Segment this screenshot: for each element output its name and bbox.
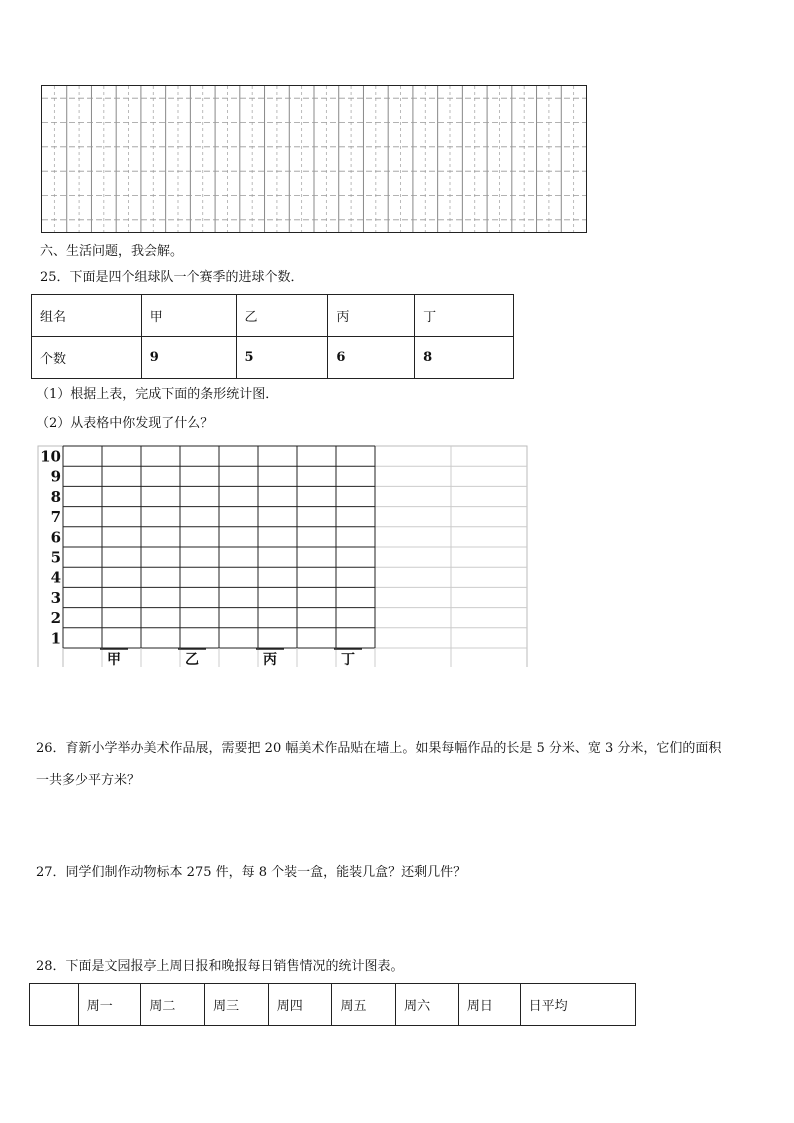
question-25-text: 25．下面是四个组球队一个赛季的进球个数．: [40, 270, 304, 285]
y-tick-label: 5: [50, 548, 61, 567]
table-cell: 周六: [396, 984, 459, 1026]
chart-frame: [38, 446, 527, 667]
question-25-sub1: （1）根据上表，完成下面的条形统计图．: [36, 387, 279, 402]
y-tick-label: 9: [50, 467, 61, 486]
table-cell: 日平均: [520, 984, 635, 1026]
section-heading: 六、生活问题，我会解。: [40, 244, 184, 259]
table-cell: 9: [141, 337, 236, 379]
question-26-line2: 一共多少平方米？: [36, 773, 141, 788]
table-cell: 6: [328, 337, 415, 379]
x-category-label: 丁: [341, 652, 355, 667]
x-category-label: 乙: [185, 652, 199, 667]
question-26-line1: 26．育新小学举办美术作品展，需要把 20 幅美术作品贴在墙上。如果每幅作品的长是 5 分米、宽 3 分米，它们的面积: [36, 741, 722, 756]
y-tick-label: 4: [50, 568, 61, 587]
y-tick-label: 8: [50, 487, 61, 506]
x-category-label: 丙: [263, 652, 277, 667]
bar-chart[interactable]: [37, 445, 529, 667]
table-cell: 个数: [32, 337, 142, 379]
table-cell: 周四: [268, 984, 332, 1026]
table-cell: 周二: [141, 984, 205, 1026]
table-cell: 组名: [32, 295, 142, 337]
question-27-text: 27．同学们制作动物标本 275 件，每 8 个装一盒，能装几盒？还剩几件？: [36, 865, 467, 880]
table-cell: 8: [415, 337, 514, 379]
table-cell: 丁: [415, 295, 514, 337]
table-cell: 丙: [328, 295, 415, 337]
sales-table: [29, 983, 636, 1026]
x-category-label: 甲: [107, 652, 121, 667]
table-cell: 周五: [332, 984, 396, 1026]
y-tick-label: 6: [50, 528, 61, 547]
question-25-sub2: （2）从表格中你发现了什么？: [36, 416, 214, 431]
y-tick-label: 10: [40, 447, 61, 466]
table-cell: 甲: [141, 295, 236, 337]
table-cell: 乙: [236, 295, 328, 337]
table-cell: [30, 984, 79, 1026]
y-tick-label: 7: [50, 508, 61, 527]
goals-table: [31, 294, 514, 379]
table-cell: 5: [236, 337, 328, 379]
table-row: [32, 295, 514, 337]
writing-grid[interactable]: [41, 85, 587, 233]
y-tick-label: 2: [50, 609, 61, 628]
question-28-text: 28．下面是文园报亭上周日报和晚报每日销售情况的统计图表。: [36, 959, 404, 974]
table-row: [30, 984, 636, 1026]
y-tick-label: 1: [50, 629, 61, 648]
table-row: [32, 337, 514, 379]
table-cell: 周一: [78, 984, 141, 1026]
table-cell: 周三: [205, 984, 269, 1026]
table-cell: 周日: [458, 984, 520, 1026]
y-tick-label: 3: [50, 588, 61, 607]
